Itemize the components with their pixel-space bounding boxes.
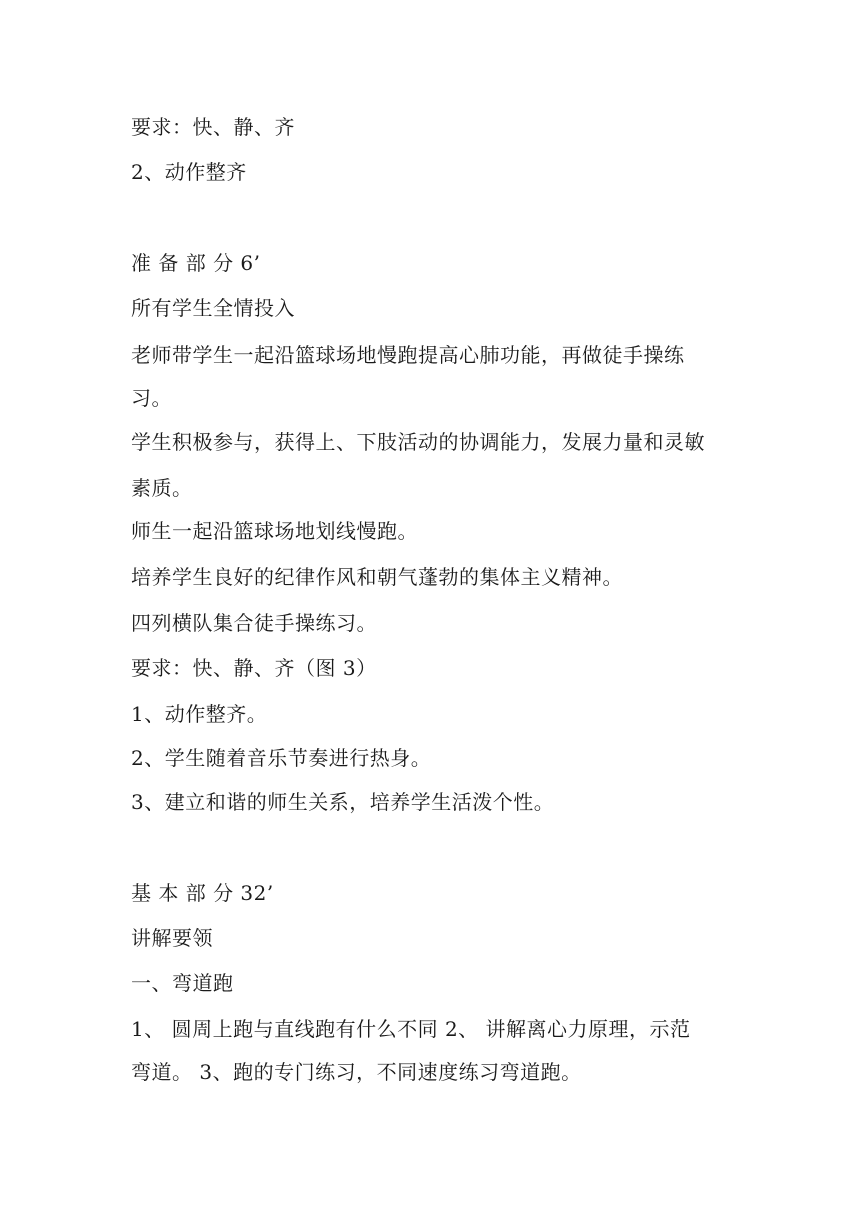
paragraph-line: 讲解要领 <box>131 926 213 950</box>
list-item: 2、学生随着音乐节奏进行热身。 <box>131 746 432 770</box>
section-heading-basic: 基 本 部 分 32’ <box>131 881 274 905</box>
paragraph-line: 习。 <box>131 386 172 410</box>
paragraph-line: 所有学生全情投入 <box>131 296 295 320</box>
list-item: 3、建立和谐的师生关系，培养学生活泼个性。 <box>131 790 555 814</box>
list-item: 弯道。 3、跑的专门练习，不同速度练习弯道跑。 <box>131 1060 582 1084</box>
paragraph-line: 素质。 <box>131 476 193 500</box>
paragraph-line: 学生积极参与，获得上、下肢活动的协调能力，发展力量和灵敏 <box>131 430 705 454</box>
paragraph-line: 培养学生良好的纪律作风和朝气蓬勃的集体主义精神。 <box>131 565 623 589</box>
list-item: 2、动作整齐 <box>131 160 247 184</box>
paragraph-line: 四列横队集合徒手操练习。 <box>131 611 377 635</box>
paragraph-line: 老师带学生一起沿篮球场地慢跑提高心肺功能，再做徒手操练 <box>131 343 685 367</box>
requirement-line: 要求：快、静、齐（图 3） <box>131 656 377 680</box>
requirement-line: 要求：快、静、齐 <box>131 115 295 139</box>
paragraph-line: 师生一起沿篮球场地划线慢跑。 <box>131 519 418 543</box>
list-item: 1、 圆周上跑与直线跑有什么不同 2、 讲解离心力原理，示范 <box>131 1017 691 1041</box>
list-item: 1、动作整齐。 <box>131 702 268 726</box>
sub-heading: 一、弯道跑 <box>131 971 234 995</box>
section-heading-preparation: 准 备 部 分 6’ <box>131 251 261 275</box>
